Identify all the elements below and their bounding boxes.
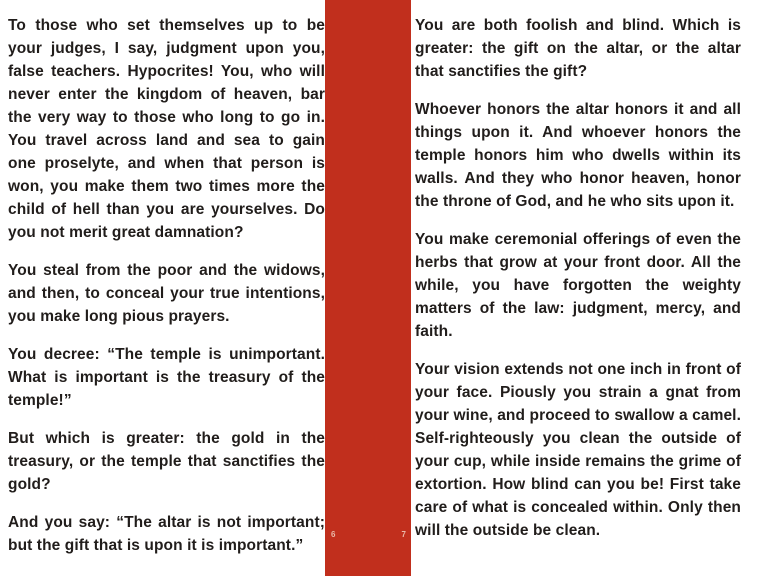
- page-number-right: 7: [401, 530, 406, 539]
- paragraph: But which is greater: the gold in the treasury, or the temple that sanctifies the gold?: [8, 430, 325, 493]
- spine-band: [325, 0, 411, 576]
- paragraph: You are both foolish and blind. Which is greater: the gift on the altar, or the altar that sanctifies the gift?: [415, 17, 741, 80]
- paragraph: Whoever honors the altar honors it and all things upon it. And whoever honors the temple honors him who dwells within its walls. And they who honor heaven, honor the throne of God, and he who sits upon it.: [415, 101, 741, 210]
- paragraph: You make ceremonial offerings of even the herbs that grow at your front door. All the while, you have forgotten the weighty matters of the law: judgment, mercy, and faith.: [415, 231, 741, 340]
- paragraph: And you say: “The altar is not important; but the gift that is upon it is important.”: [8, 514, 325, 554]
- paragraph: You steal from the poor and the widows, and then, to conceal your true intentions, you make long pious prayers.: [8, 262, 325, 325]
- paragraph: To those who set themselves up to be your judges, I say, judgment upon you, false teachers. Hypocrites! You, who will never enter the kingdom of heaven, bar the very way to those who long to go in. You travel across land and sea to gain one proselyte, and when that person is won, you make them two times more the child of hell than you are yourselves. Do you not merit great damnation?: [8, 17, 325, 241]
- right-page: [415, 14, 741, 557]
- paragraph: Your vision extends not one inch in front of your face. Piously you strain a gnat from your wine, and proceed to swallow a camel. Self-righteously you clean the outside of your cup, while inside remains the grime of extortion. How blind can you be! First take care of what is concealed within. Only then will the outside be clean.: [415, 361, 741, 539]
- page-number-left: 6: [331, 530, 336, 539]
- left-page: [8, 14, 325, 572]
- paragraph: You decree: “The temple is unimportant. What is important is the treasury of the temple!”: [8, 346, 325, 409]
